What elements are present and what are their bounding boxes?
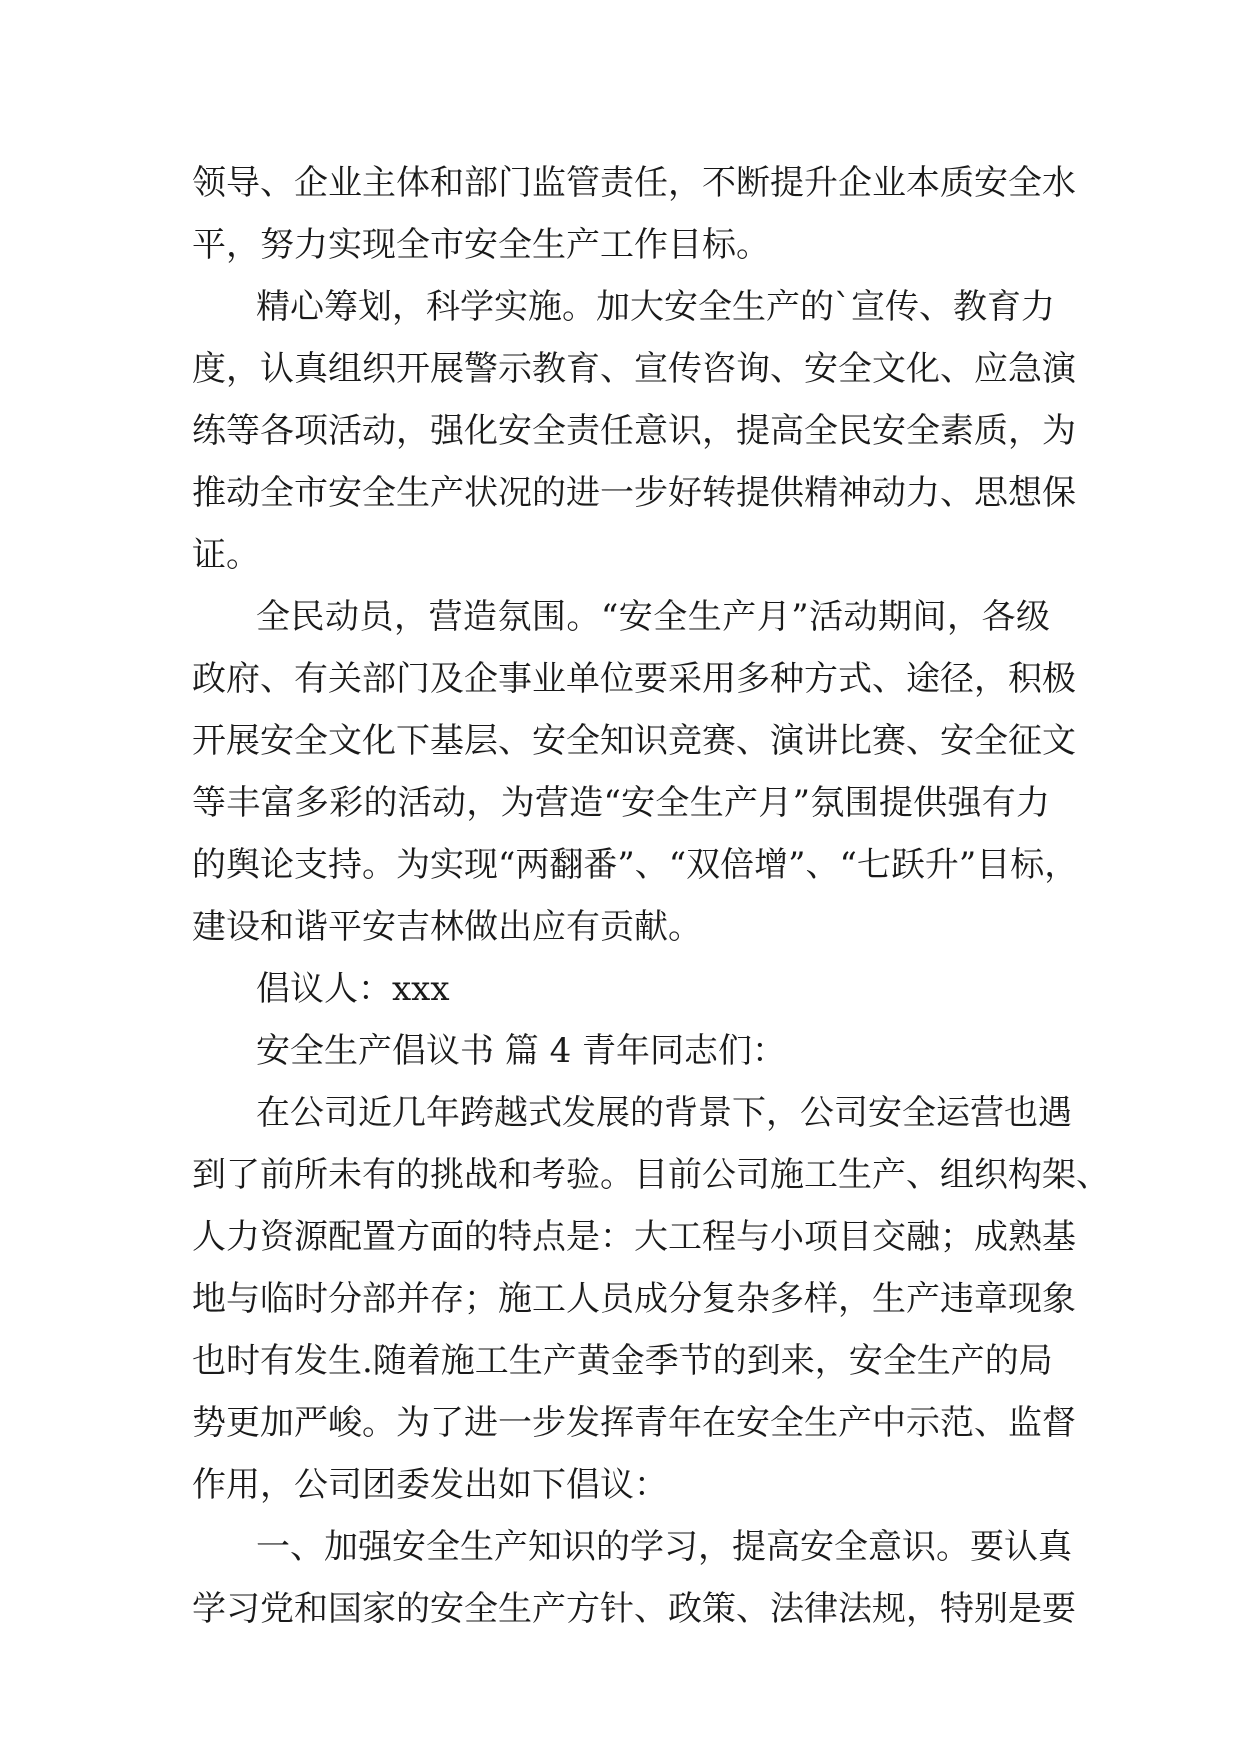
document-page (192, 152, 1110, 1640)
text-line: 证。 (192, 535, 260, 575)
text-line: 地与临时分部并存；施工人员成分复杂多样，生产违章现象 (192, 1279, 1076, 1319)
text-line: 的舆论支持。为实现“两翻番”、“双倍增”、“七跃升”目标， (192, 845, 1079, 885)
text-line: 平，努力实现全市安全生产工作目标。 (192, 225, 770, 265)
paragraph-start-line: 精心筹划，科学实施。加大安全生产的`宣传、教育力 (256, 287, 1055, 327)
text-line: 度，认真组织开展警示教育、宣传咨询、安全文化、应急演 (192, 349, 1076, 389)
text-line: 开展安全文化下基层、安全知识竞赛、演讲比赛、安全征文 (192, 721, 1076, 761)
text-line: 推动全市安全生产状况的进一步好转提供精神动力、思想保 (192, 473, 1076, 513)
text-line: 政府、有关部门及企事业单位要采用多种方式、途径，积极 (192, 659, 1076, 699)
text-line: 领导、企业主体和部门监管责任，不断提升企业本质安全水 (192, 163, 1076, 203)
paragraph-start-line: 全民动员，营造氛围。“安全生产月”活动期间，各级 (256, 597, 1050, 637)
paragraph-start-line: 一、加强安全生产知识的学习，提高安全意识。要认真 (256, 1527, 1072, 1567)
text-line: 等丰富多彩的活动，为营造“安全生产月”氛围提供强有力 (192, 783, 1050, 823)
section-heading: 安全生产倡议书 篇 4 青年同志们： (256, 1031, 787, 1071)
text-line: 人力资源配置方面的特点是：大工程与小项目交融；成熟基 (192, 1217, 1076, 1257)
text-line: 势更加严峻。为了进一步发挥青年在安全生产中示范、监督 (192, 1403, 1076, 1443)
text-line: 学习党和国家的安全生产方针、政策、法律法规，特别是要 (192, 1589, 1076, 1629)
text-line: 作用，公司团委发出如下倡议： (192, 1465, 668, 1505)
text-line: 到了前所未有的挑战和考验。目前公司施工生产、组织构架、 (192, 1155, 1110, 1195)
text-line: 建设和谐平安吉林做出应有贡献。 (192, 907, 702, 947)
text-line: 练等各项活动，强化安全责任意识，提高全民安全素质，为 (192, 411, 1076, 451)
signature-line: 倡议人：xxx (256, 969, 450, 1009)
text-line: 也时有发生.随着施工生产黄金季节的到来，安全生产的局 (192, 1341, 1053, 1381)
paragraph-start-line: 在公司近几年跨越式发展的背景下，公司安全运营也遇 (256, 1093, 1072, 1133)
